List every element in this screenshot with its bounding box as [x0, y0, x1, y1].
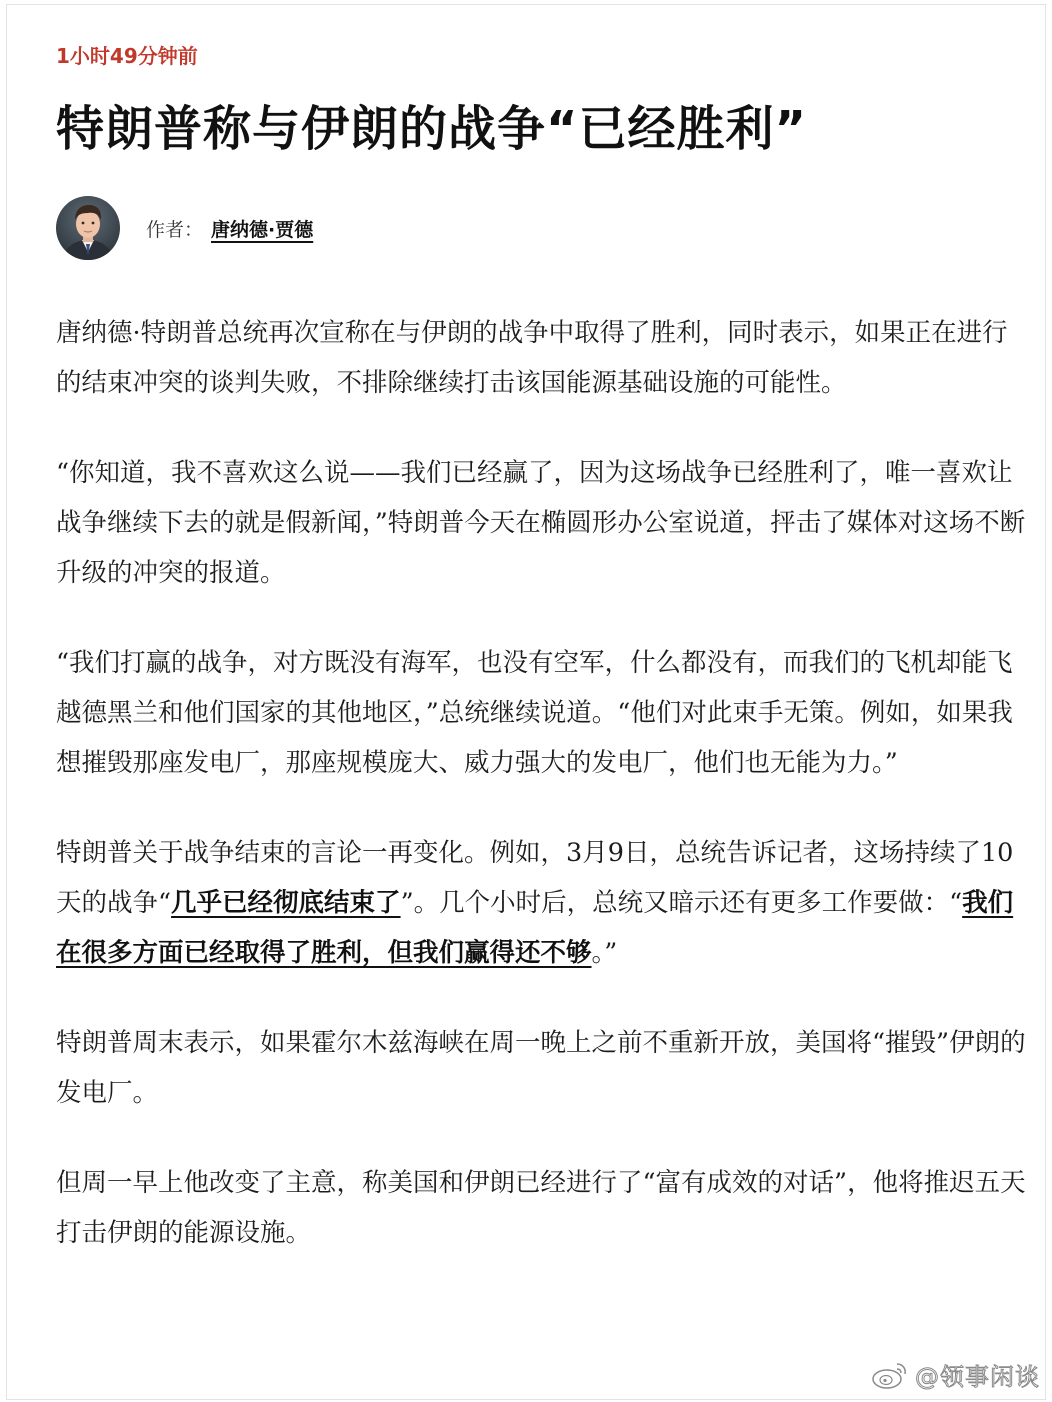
watermark [871, 1357, 1040, 1392]
author-avatar[interactable] [56, 196, 120, 260]
paragraph-2: “你知道，我不喜欢这么说——我们已经赢了，因为这场战争已经胜利了，唯一喜欢让战争继续下去的就是假新闻，”特朗普今天在椭圆形办公室说道，抨击了媒体对这场不断升级的冲突的报道。 [56, 458, 1026, 588]
article-headline: 特朗普称与伊朗的战争“已经胜利” [56, 101, 808, 157]
byline [56, 196, 313, 260]
paragraph-3: “我们打赢的战争，对方既没有海军，也没有空军，什么都没有，而我们的飞机却能飞越德黑兰和他们国家的其他地区，”总统继续说道。“他们对此束手无策。例如，如果我想摧毁那座发电厂，那座规模庞大、威力强大的发电厂，他们也无能为力。” [56, 648, 1013, 778]
author-portrait-icon [56, 196, 120, 260]
quote-link-won-not-enough[interactable]: 我们在很多方面已经取得了胜利，但我们赢得还不够 [56, 888, 1014, 968]
byline-label: 作者： [146, 218, 204, 241]
watermark-text: @领事闲谈 [915, 1363, 1040, 1391]
paragraph-6: 但周一早上他改变了主意，称美国和伊朗已经进行了“富有成效的对话”，他将推迟五天打击伊朗的能源设施。 [56, 1168, 1026, 1248]
paragraph-4-text-c: 。” [591, 938, 618, 968]
paragraph-1: 唐纳德·特朗普总统再次宣称在与伊朗的战争中取得了胜利，同时表示，如果正在进行的结束冲突的谈判失败，不排除继续打击该国能源基础设施的可能性。 [56, 318, 1008, 398]
article-timestamp: 1小时49分钟前 [56, 44, 198, 68]
quote-link-nearly-over[interactable]: 几乎已经彻底结束了 [171, 888, 401, 918]
weibo-icon [871, 1360, 909, 1390]
paragraph-4-text-a: 特朗普关于战争结束的言论一再变化。例如，3月9日，总统告诉记者，这场持续了10天的战争“ [56, 838, 1014, 918]
paragraph-5: 特朗普周末表示，如果霍尔木兹海峡在周一晚上之前不重新开放，美国将“摧毁”伊朗的发电厂。 [56, 1028, 1026, 1108]
paragraph-4 [56, 828, 1032, 978]
author-link[interactable]: 唐纳德·贾德 [211, 218, 314, 241]
article-body [56, 308, 1032, 1298]
paragraph-4-text-b: ”。几个小时后，总统又暗示还有更多工作要做：“ [400, 888, 963, 918]
